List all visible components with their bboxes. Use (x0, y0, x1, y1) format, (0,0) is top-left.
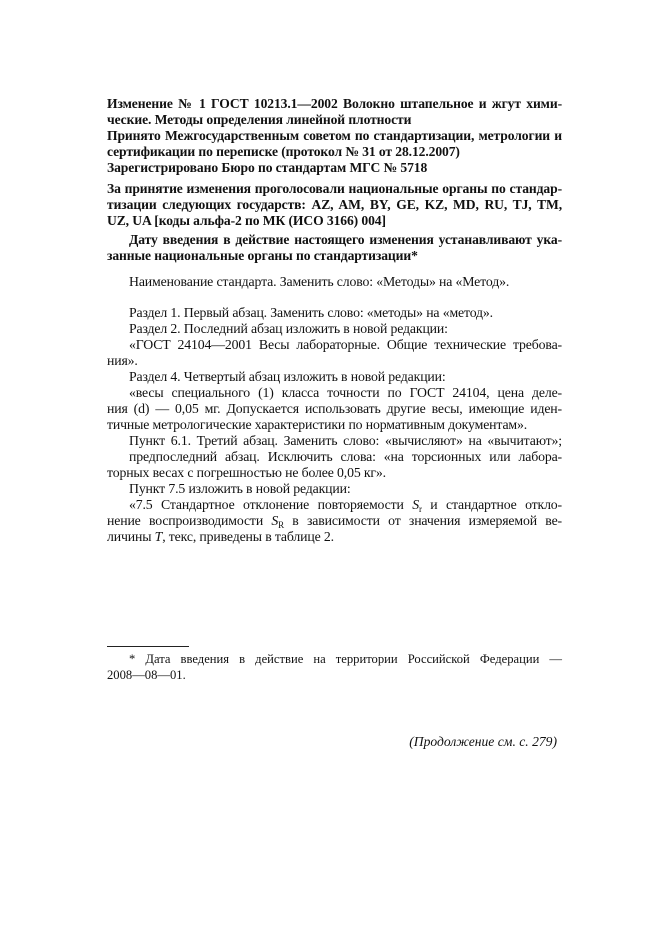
clause-6-1-line-1: Пункт 6.1. Третий абзац. Заменить слово: «вычисляют» на «вычитают»; (129, 433, 562, 448)
effective-date-line-1: Дату введения в действие настоящего изменения устанавливают ука- (129, 232, 562, 247)
continuation-note: (Продолжение см. с. 279) (409, 734, 557, 749)
clause-7-5-line: Пункт 7.5 изложить в новой редакции: (129, 481, 351, 496)
symbol-s-2: S (271, 513, 279, 528)
effective-date-line-2: занные национальные органы по стандартизации* (107, 248, 418, 263)
footnote-line-2: 2008—08—01. (107, 668, 186, 682)
scales-line-1: «весы специального (1) класса точности по ГОСТ 24104, цена деле- (129, 385, 562, 400)
symbol-s: S (412, 497, 419, 512)
change-title-line-1: Изменение № 1 ГОСТ 10213.1—2002 Волокно штапельное и жгут хими- (107, 96, 562, 111)
clause-6-1-line-2: предпоследний абзац. Исключить слова: «на торсионных или лабора- (129, 449, 562, 464)
quote-text-c: нение воспроизводимости (107, 513, 272, 528)
footnote-separator (107, 646, 189, 647)
adopted-statement (107, 128, 562, 160)
section-1-line: Раздел 1. Первый абзац. Заменить слово: «методы» на «метод». (129, 305, 493, 320)
voted-statement (107, 181, 562, 229)
quote-text-f: , текс, приведены в таблице 2. (162, 529, 334, 544)
section-4-line: Раздел 4. Четвертый абзац изложить в новой редакции: (129, 369, 446, 384)
gost-line-1: «ГОСТ 24104—2001 Весы лабораторные. Общие технические требова- (129, 337, 562, 352)
adopted-line-1: Принято Межгосударственным советом по стандартизации, метрологии и (107, 128, 562, 143)
effective-date-statement (107, 232, 562, 264)
scales-line-3: тичные метрологические характеристики по нормативным документам». (107, 417, 528, 432)
clause-7-5-quote-line-1 (107, 497, 562, 513)
symbol-s-r (412, 497, 422, 512)
symbol-s-big-r (271, 513, 284, 528)
quote-text-a: «7.5 Стандартное отклонение повторяемости (129, 497, 413, 512)
adopted-line-2: сертификации по переписке (протокол № 31 от 28.12.2007) (107, 144, 460, 159)
voted-line-2: тизации следующих государств: AZ, AM, BY, GE, KZ, MD, RU, TJ, TM, (107, 197, 562, 212)
standard-name-line: Наименование стандарта. Заменить слово: «Методы» на «Метод». (129, 274, 510, 289)
change-title-line-2: ческие. Методы определения линейной плотности (107, 112, 412, 127)
subscript-r: r (418, 504, 422, 514)
voted-line-3: UZ, UA [коды альфа-2 по МК (ИСО 3166) 004] (107, 213, 386, 228)
quote-text-b: и стандартное откло- (421, 497, 563, 512)
clause-7-5-quote-line-2 (107, 513, 562, 529)
clause-7-5-quote-line-3 (107, 529, 562, 545)
registered-statement (107, 160, 562, 176)
registered-line: Зарегистрировано Бюро по стандартам МГС № 5718 (107, 160, 428, 175)
section-2-line: Раздел 2. Последний абзац изложить в новой редакции: (129, 321, 448, 336)
symbol-t: T (154, 529, 163, 544)
change-title (107, 96, 562, 128)
body-text (107, 305, 562, 545)
clause-6-1-line-3: торных весах с погрешностью не более 0,05 кг». (107, 465, 386, 480)
scales-line-2: ния (d) — 0,05 мг. Допускается использовать другие весы, имеющие иден- (107, 401, 562, 416)
quote-text-e: личины (107, 529, 155, 544)
paragraph-standard-name (107, 274, 562, 290)
gost-line-2: ния». (107, 353, 138, 368)
footnote (107, 651, 562, 683)
voted-line-1: За принятие изменения проголосовали национальные органы по стандар- (107, 181, 562, 196)
quote-text-d: в зависимости от значения измеряемой ве- (283, 513, 562, 528)
subscript-big-r: R (278, 520, 284, 530)
footnote-line-1: * Дата введения в действие на территории Российской Федерации — (129, 652, 562, 666)
